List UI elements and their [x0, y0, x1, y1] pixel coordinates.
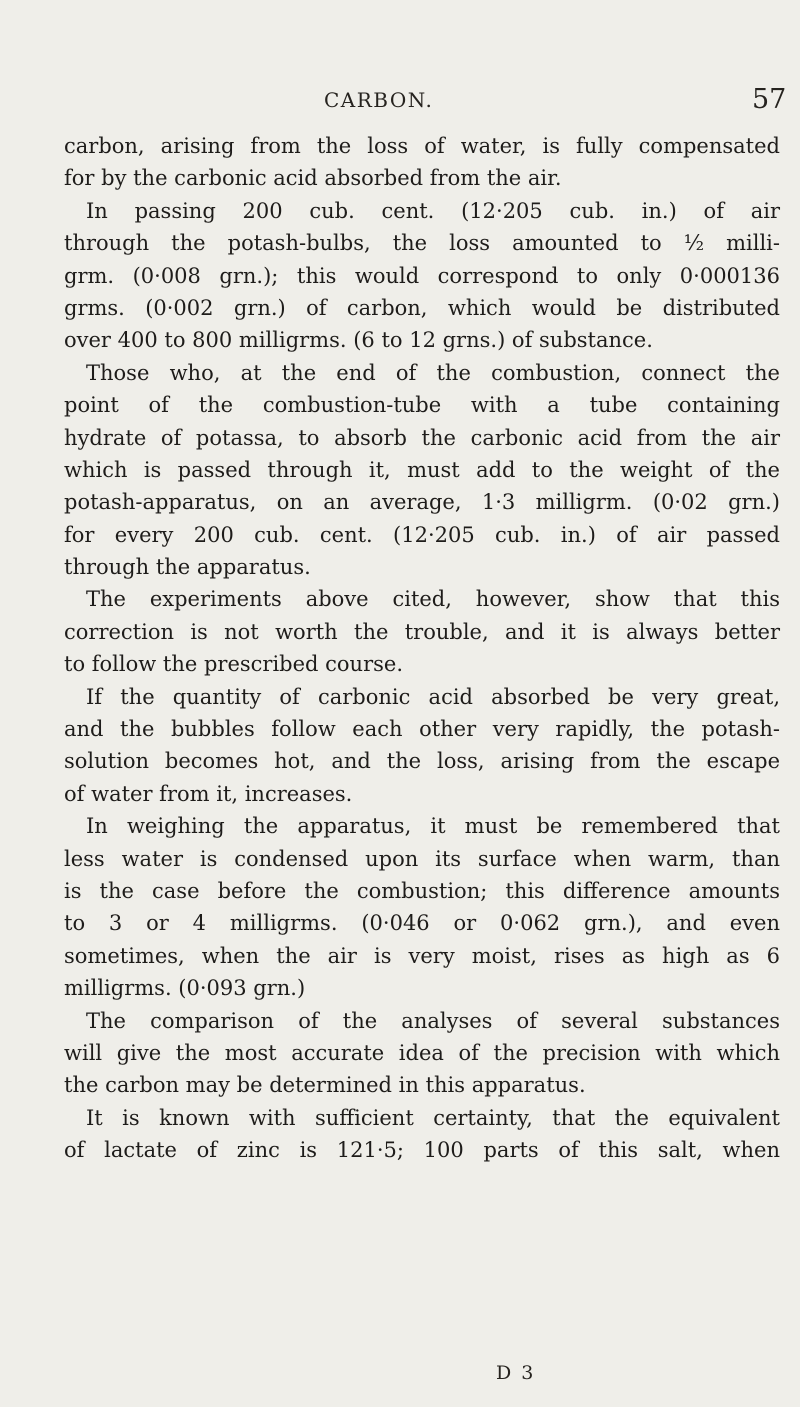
text-line: It is known with sufficient certainty, that the equivalent	[86, 1105, 780, 1130]
text-line: to follow the prescribed course.	[64, 652, 404, 677]
text-line: of lactate of zinc is 121·5; 100 parts of this salt, when	[64, 1138, 780, 1163]
running-head	[0, 84, 800, 118]
text-line: is the case before the combustion; this difference amounts	[64, 878, 780, 903]
text-line: of water from it, increases.	[64, 781, 353, 806]
text-line: grms. (0·002 grn.) of carbon, which would be distributed	[64, 295, 780, 320]
text-line: sometimes, when the air is very moist, rises as high as 6	[64, 943, 780, 968]
text-line: In passing 200 cub. cent. (12·205 cub. in.) of air	[86, 198, 780, 223]
text-line: In weighing the apparatus, it must be remembered that	[86, 814, 780, 839]
signature-mark: D 3	[496, 1362, 536, 1384]
text-line: The experiments above cited, however, show that this	[86, 587, 780, 612]
text-line: potash-apparatus, on an average, 1·3 milligrm. (0·02 grn.)	[64, 490, 780, 515]
text-line: for by the carbonic acid absorbed from the air.	[64, 166, 562, 191]
text-line: through the apparatus.	[64, 555, 311, 580]
text-line: through the potash-bulbs, the loss amounted to ½ milli-	[64, 231, 780, 256]
text-line: for every 200 cub. cent. (12·205 cub. in.) of air passed	[64, 522, 780, 547]
text-line: milligrms. (0·093 grn.)	[64, 976, 306, 1001]
text-line: correction is not worth the trouble, and it is always better	[64, 619, 780, 644]
text-line: The comparison of the analyses of several substances	[86, 1008, 780, 1033]
text-line: Those who, at the end of the combustion, connect the	[86, 360, 780, 385]
text-line: to 3 or 4 milligrms. (0·046 or 0·062 grn.), and even	[64, 911, 780, 936]
text-line: over 400 to 800 milligrms. (6 to 12 grns.) of substance.	[64, 328, 653, 353]
text-line: and the bubbles follow each other very rapidly, the potash-	[64, 717, 780, 742]
text-line: will give the most accurate idea of the precision with which	[64, 1040, 780, 1065]
text-line: point of the combustion-tube with a tube containing	[64, 393, 780, 418]
text-line: grm. (0·008 grn.); this would correspond to only 0·000136	[64, 263, 780, 288]
text-line: less water is condensed upon its surface when warm, than	[64, 846, 780, 871]
text-line: solution becomes hot, and the loss, arising from the escape	[64, 749, 780, 774]
text-line: which is passed through it, must add to the weight of the	[64, 457, 780, 482]
text-line: hydrate of potassa, to absorb the carbonic acid from the air	[64, 425, 780, 450]
text-line: If the quantity of carbonic acid absorbed be very great,	[86, 684, 780, 709]
text-line: carbon, arising from the loss of water, is fully compensated	[64, 134, 780, 158]
text-line: the carbon may be determined in this apparatus.	[64, 1073, 586, 1098]
running-head-title: CARBON.	[324, 88, 434, 112]
page-number: 57	[752, 84, 787, 115]
body-text	[64, 130, 780, 1167]
